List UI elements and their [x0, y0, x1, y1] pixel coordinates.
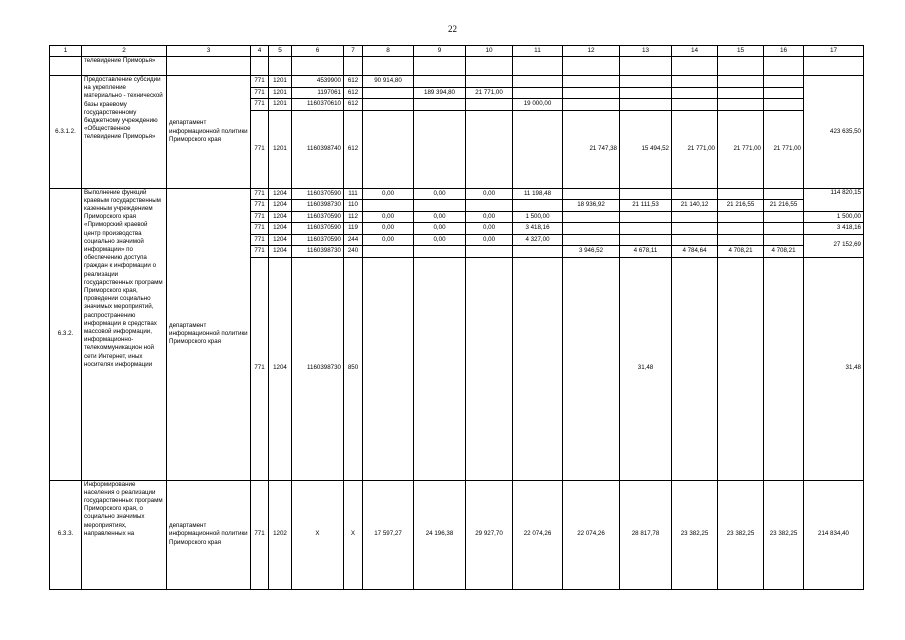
table-cell: 1160370590	[292, 223, 344, 235]
table-cell	[563, 57, 620, 76]
table-cell	[764, 99, 804, 111]
table-cell: 21 771,00	[764, 110, 804, 188]
table-cell	[363, 110, 414, 188]
table-cell: 1160398730	[292, 257, 344, 480]
table-cell	[563, 211, 620, 223]
table-cell: 29 927,70	[466, 480, 513, 589]
table-cell: 612	[344, 99, 363, 111]
table-cell	[672, 57, 718, 76]
table-cell: 4 784,64	[672, 246, 718, 258]
table-cell	[363, 87, 414, 99]
table-cell: 90 914,80	[363, 76, 414, 88]
total-cell: 1 500,00	[804, 211, 864, 223]
table-cell: 112	[344, 211, 363, 223]
table-row	[50, 57, 864, 76]
table-cell: 21 747,38	[563, 110, 620, 188]
table-cell: 1197061	[292, 87, 344, 99]
table-cell: 3 946,52	[563, 246, 620, 258]
table-cell: 612	[344, 110, 363, 188]
responsible-dept: департамент информационной политики Приморского края	[167, 480, 251, 589]
table-cell: 1201	[269, 110, 292, 188]
table-cell	[718, 99, 764, 111]
table-cell: 19 000,00	[513, 99, 563, 111]
table-cell	[466, 57, 513, 76]
table-cell: 0,00	[363, 188, 414, 200]
table-cell	[466, 110, 513, 188]
table-cell: 23 382,25	[764, 480, 804, 589]
table-cell: 1160398730	[292, 246, 344, 258]
table-cell: 771	[251, 87, 269, 99]
table-cell	[764, 57, 804, 76]
responsible-dept: департамент информационной политики Приморского края	[167, 76, 251, 189]
table-cell: 1201	[269, 87, 292, 99]
table-cell	[363, 246, 414, 258]
table-cell: 771	[251, 99, 269, 111]
table-cell	[466, 99, 513, 111]
header-cell: 9	[414, 46, 466, 57]
table-cell	[563, 99, 620, 111]
table-cell	[363, 99, 414, 111]
table-cell	[466, 257, 513, 480]
row-number: 6.3.1.2.	[50, 76, 82, 189]
header-cell: 2	[82, 46, 167, 57]
table-cell: 0,00	[414, 234, 466, 246]
table-cell: 11 198,48	[513, 188, 563, 200]
row-number: 6.3.3.	[50, 480, 82, 589]
table-cell	[718, 234, 764, 246]
header-cell: 17	[804, 46, 864, 57]
table-cell	[620, 99, 672, 111]
table-cell	[672, 188, 718, 200]
table-row	[50, 76, 864, 88]
measure-name: Информирование населения о реализации государственных программ Приморского края, о социально значимых мероприятиях, направленных на	[82, 480, 167, 589]
table-cell: 244	[344, 234, 363, 246]
table-cell	[513, 246, 563, 258]
table-cell	[718, 188, 764, 200]
table-cell: 1160370590	[292, 188, 344, 200]
table-cell: 771	[251, 480, 269, 589]
row-number	[50, 57, 82, 76]
table-cell	[718, 76, 764, 88]
table-cell: 0,00	[466, 234, 513, 246]
table-cell	[363, 200, 414, 212]
table-cell: 240	[344, 246, 363, 258]
table-cell: 31,48	[620, 257, 672, 480]
table-cell: 0,00	[466, 223, 513, 235]
total-cell: 114 820,15	[804, 188, 864, 211]
table-cell	[466, 76, 513, 88]
table-cell: 4539900	[292, 76, 344, 88]
table-cell: 1160370590	[292, 234, 344, 246]
table-cell	[718, 211, 764, 223]
table-cell	[764, 87, 804, 99]
table-cell: 21 140,12	[672, 200, 718, 212]
table-cell	[718, 87, 764, 99]
table-cell: 18 936,92	[563, 200, 620, 212]
table-cell: 1204	[269, 246, 292, 258]
table-cell	[414, 110, 466, 188]
table-cell	[363, 257, 414, 480]
header-cell: 12	[563, 46, 620, 57]
table-cell: 0,00	[414, 223, 466, 235]
table-cell: 612	[344, 87, 363, 99]
header-cell: 1	[50, 46, 82, 57]
table-cell	[466, 246, 513, 258]
table-cell	[563, 234, 620, 246]
table-cell	[513, 57, 563, 76]
table-cell: 22 074,26	[513, 480, 563, 589]
total-cell: 31,48	[804, 257, 864, 480]
table-cell: 771	[251, 223, 269, 235]
header-cell: 15	[718, 46, 764, 57]
total-cell: 27 152,69	[804, 234, 864, 257]
header-cell: 3	[167, 46, 251, 57]
table-cell: 0,00	[466, 211, 513, 223]
table-cell	[672, 87, 718, 99]
table-cell: 1204	[269, 211, 292, 223]
table-cell	[414, 57, 466, 76]
table-cell: 4 708,21	[764, 246, 804, 258]
table-cell	[414, 200, 466, 212]
table-cell	[269, 57, 292, 76]
header-cell: 16	[764, 46, 804, 57]
table-cell: 119	[344, 223, 363, 235]
table-cell: 17 597,27	[363, 480, 414, 589]
header-cell: 13	[620, 46, 672, 57]
table-cell: 771	[251, 76, 269, 88]
header-cell: 5	[269, 46, 292, 57]
header-cell: 14	[672, 46, 718, 57]
table-cell	[414, 76, 466, 88]
header-cell: 10	[466, 46, 513, 57]
table-cell	[620, 76, 672, 88]
table-cell: 1160398740	[292, 110, 344, 188]
table-cell: 1204	[269, 188, 292, 200]
table-cell	[764, 234, 804, 246]
page-number: 22	[448, 24, 457, 34]
table-cell: 24 196,38	[414, 480, 466, 589]
table-cell: Х	[344, 480, 363, 589]
table-cell	[513, 76, 563, 88]
table-cell	[563, 76, 620, 88]
measure-name: телевидение Приморья»	[82, 57, 167, 76]
table-cell	[620, 57, 672, 76]
table-cell: 4 327,00	[513, 234, 563, 246]
header-cell: 4	[251, 46, 269, 57]
table-cell: 771	[251, 188, 269, 200]
table-cell	[718, 57, 764, 76]
table-cell: 111	[344, 188, 363, 200]
table-cell: 0,00	[363, 211, 414, 223]
table-cell	[764, 211, 804, 223]
table-cell	[620, 188, 672, 200]
table-cell	[563, 188, 620, 200]
table-cell: Х	[292, 480, 344, 589]
table-cell: 15 494,52	[620, 110, 672, 188]
table-cell	[672, 211, 718, 223]
header-cell: 6	[292, 46, 344, 57]
table-row	[50, 480, 864, 589]
table-cell	[414, 246, 466, 258]
table-cell	[251, 57, 269, 76]
table-cell: 22 074,26	[563, 480, 620, 589]
table-cell: 771	[251, 110, 269, 188]
measure-name: Выполнение функций краевым государственным казенным учреждением Приморского края «Приморский краевой центр производства социально значимой информации» по обеспечению доступа граждан к информации о реализации государственных программ Приморского края, проведении социально значимых мероприятий, распространению информации в средствах массовой информации, информационно-телекоммуникацион ной сети Интернет, иных носителях информации	[82, 188, 167, 480]
table-cell: 771	[251, 234, 269, 246]
table-cell: 110	[344, 200, 363, 212]
table-cell	[672, 223, 718, 235]
table-cell	[718, 257, 764, 480]
table-cell: 4 678,11	[620, 246, 672, 258]
table-cell: 1204	[269, 200, 292, 212]
measure-name: Предоставление субсидии на укрепление материально - технической базы краевому государственному бюджетному учреждению «Общественное телевидение Приморья»	[82, 76, 167, 189]
total-cell: 214 834,40	[804, 480, 864, 589]
table-cell	[672, 257, 718, 480]
header-row	[50, 46, 864, 57]
table-cell: 28 817,78	[620, 480, 672, 589]
table-cell: 1204	[269, 257, 292, 480]
table-cell: 21 111,53	[620, 200, 672, 212]
table-cell	[764, 223, 804, 235]
table-cell: 189 394,80	[414, 87, 466, 99]
table-cell	[672, 76, 718, 88]
header-cell: 11	[513, 46, 563, 57]
table-cell	[563, 87, 620, 99]
header-cell: 7	[344, 46, 363, 57]
table-cell: 0,00	[414, 188, 466, 200]
table-cell: 1201	[269, 99, 292, 111]
table-cell: 771	[251, 257, 269, 480]
table-cell: 1204	[269, 234, 292, 246]
table-cell	[414, 257, 466, 480]
table-cell	[620, 223, 672, 235]
table-cell: 0,00	[363, 223, 414, 235]
table-cell: 21 216,55	[718, 200, 764, 212]
table-cell	[513, 110, 563, 188]
table-cell	[672, 99, 718, 111]
table-cell	[344, 57, 363, 76]
table-cell: 21 771,00	[718, 110, 764, 188]
header-cell: 8	[363, 46, 414, 57]
table-cell	[764, 188, 804, 200]
table-cell	[764, 257, 804, 480]
table-cell	[167, 57, 251, 76]
table-cell	[292, 57, 344, 76]
table-cell: 1201	[269, 76, 292, 88]
table-cell: 4 708,21	[718, 246, 764, 258]
table-cell	[563, 223, 620, 235]
table-cell: 1 500,00	[513, 211, 563, 223]
table-cell	[513, 87, 563, 99]
table-cell: 0,00	[414, 211, 466, 223]
responsible-dept: департамент информационной политики Приморского края	[167, 188, 251, 480]
table-cell: 850	[344, 257, 363, 480]
table-cell: 1160370610	[292, 99, 344, 111]
table-cell	[764, 76, 804, 88]
table-cell	[620, 87, 672, 99]
table-row	[50, 188, 864, 200]
table-cell: 23 382,25	[718, 480, 764, 589]
total-cell: 3 418,16	[804, 223, 864, 235]
table-cell	[620, 211, 672, 223]
table-cell: 1202	[269, 480, 292, 589]
table-cell	[513, 200, 563, 212]
table-cell: 771	[251, 211, 269, 223]
total-cell: 423 635,50	[804, 76, 864, 189]
table-cell: 1160370590	[292, 211, 344, 223]
table-cell	[414, 99, 466, 111]
table-cell: 612	[344, 76, 363, 88]
table-cell	[466, 200, 513, 212]
table-cell: 1160398730	[292, 200, 344, 212]
row-number: 6.3.2.	[50, 188, 82, 480]
table-cell: 23 382,25	[672, 480, 718, 589]
table-cell: 0,00	[363, 234, 414, 246]
table-cell	[513, 257, 563, 480]
table-cell: 771	[251, 200, 269, 212]
table-cell	[804, 57, 864, 76]
table-cell	[620, 234, 672, 246]
table-cell: 771	[251, 246, 269, 258]
budget-table	[49, 45, 864, 590]
table-cell: 1204	[269, 223, 292, 235]
table-cell	[672, 234, 718, 246]
table-cell	[563, 257, 620, 480]
table-cell: 3 418,16	[513, 223, 563, 235]
table-cell: 0,00	[466, 188, 513, 200]
table-cell	[718, 223, 764, 235]
table-cell: 21 771,00	[672, 110, 718, 188]
table-cell: 21 771,00	[466, 87, 513, 99]
table-cell: 21 216,55	[764, 200, 804, 212]
table-cell	[363, 57, 414, 76]
